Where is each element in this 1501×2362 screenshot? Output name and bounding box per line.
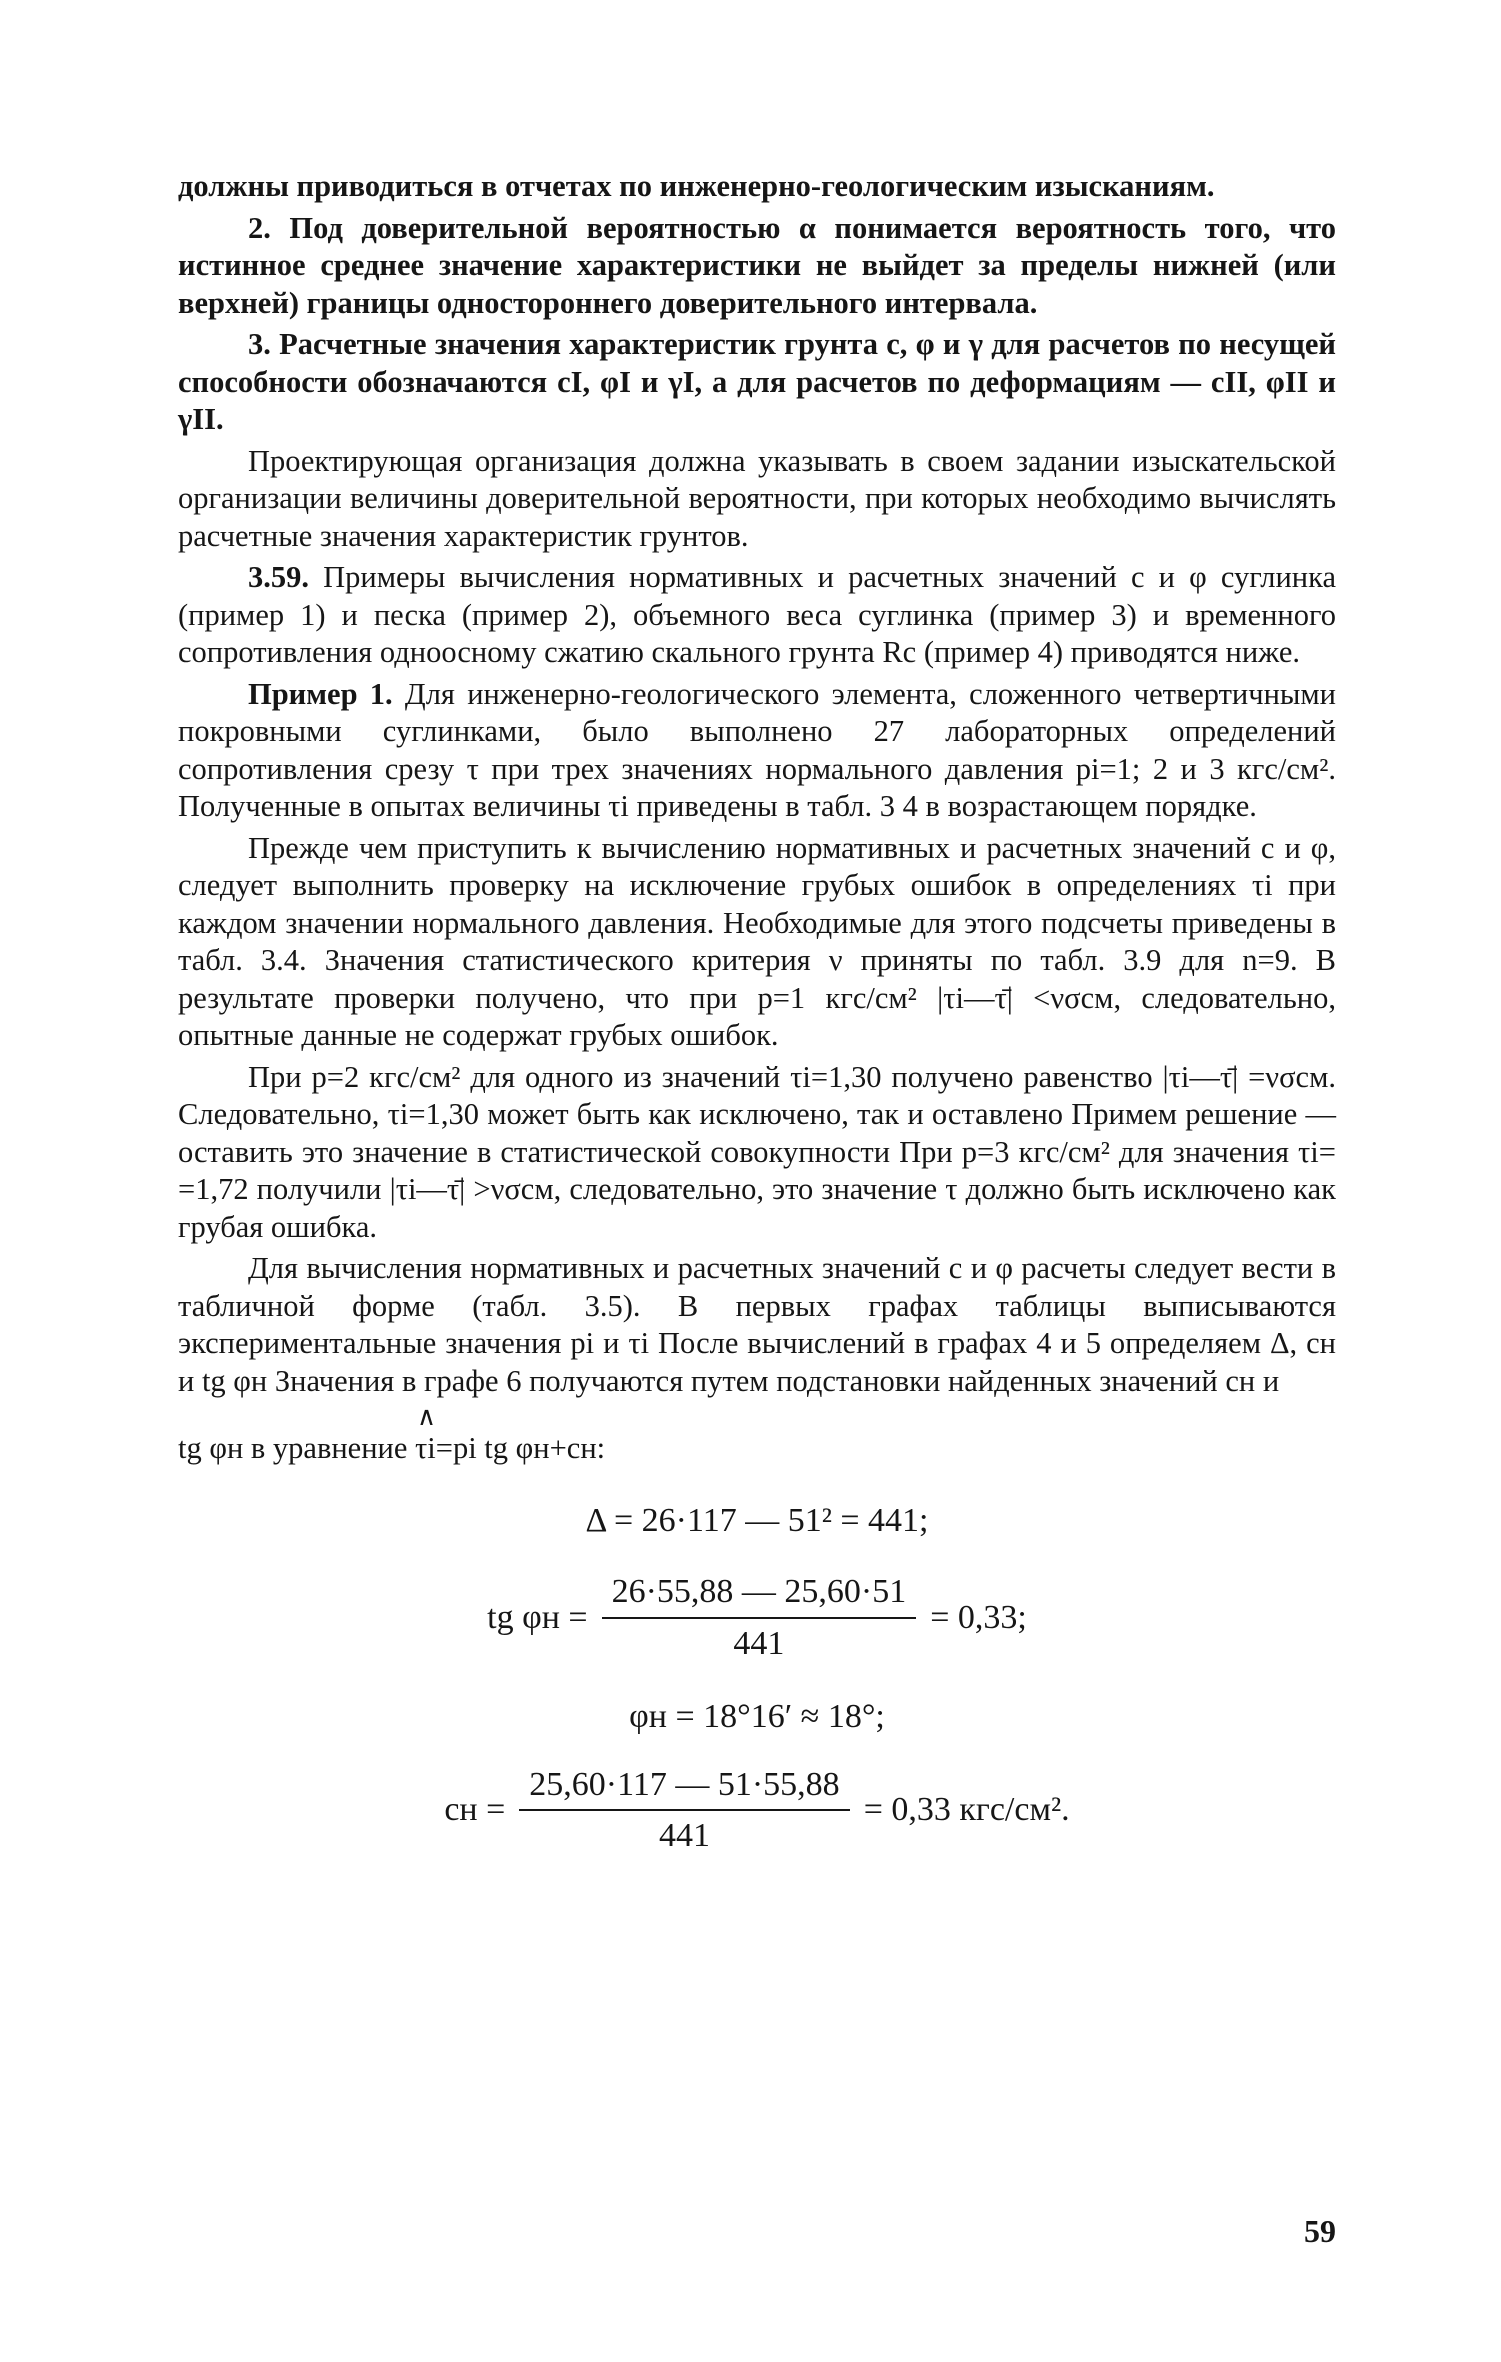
fraction-tg-denominator: 441 [733, 1624, 785, 1662]
formula-c-rhs: = 0,33 кгс/см². [863, 1791, 1070, 1829]
formula-delta [178, 1502, 1336, 1540]
paragraph-2: 3. Расчетные значения характеристик грунта c, φ и γ для расчетов по несущей способности обозначаются cI, φI и γI, а для расчетов по деформациям — cII, φII и γII. [178, 327, 1336, 436]
formula-c [178, 1766, 1336, 1855]
paragraph-7: При p=2 кгс/см² для одного из значений τi=1,30 получено равенство |τi—τ̄| =νσсм. Следовательно, τi=1,30 может быть как исключено, так и оставлено Примем решение — оставить это значение в статистической совокупности При p=3 кгс/см² для значения τi= =1,72 получили |τi—τ̄| >νσсм, следовательно, это значение τ должно быть исключено как грубая ошибка. [178, 1059, 1336, 1244]
paragraph-4-text: Примеры вычисления нормативных и расчетных значений c и φ суглинка (пример 1) и песка (пример 2), объемного веса суглинка (пример 3) и временного сопротивления одноосному сжатию скального грунта Rc (пример 4) приводятся ниже. [178, 560, 1336, 669]
paragraph-1: 2. Под доверительной вероятностью α понимается вероятность того, что истинное среднее значение характеристики не выйдет за пределы нижней (или верхней) границы одностороннего доверительного интервала. [178, 210, 1336, 320]
example-label: Пример 1. [248, 676, 393, 711]
formula-phi-text: φн = 18°16′ ≈ 18°; [629, 1698, 885, 1735]
page-number: 59 [1304, 2213, 1336, 2249]
paragraph-9-start: tg φн в уравнение [178, 1431, 408, 1465]
formula-tg-rhs: = 0,33; [930, 1598, 1027, 1636]
paragraph-5-text: Для инженерно-геологического элемента, сложенного четвертичными покровными суглинками, было выполнено 27 лабораторных определений сопротивления срезу τ при трех значениях нормального давления pi=1; 2 и 3 кгс/см². Полученные в опытах величины τi приведены в табл. 3 4 в возрастающем порядке. [178, 676, 1337, 823]
paragraph-4 [178, 559, 1336, 672]
formula-tg-lhs: tg φн = [487, 1598, 588, 1636]
paragraph-8: Для вычисления нормативных и расчетных значений c и φ расчеты следует вести в табличной форме (табл. 3.5). В первых графах таблицы выписываются экспериментальные значения pi и τi После вычислений в графах 4 и 5 определяем Δ, cн и tg φн Значения в графе 6 получаются путем подстановки найденных значений cн и [178, 1251, 1336, 1398]
equation-text: τi=pi tg φн+cн: [415, 1431, 606, 1465]
fraction-tg-numerator: 26·55,88 — 25,60·51 [602, 1573, 917, 1619]
page-content [178, 168, 1336, 1855]
section-label: 3.59. [248, 560, 309, 594]
formula-c-lhs: cн = [444, 1791, 506, 1829]
paragraph-0: должны приводиться в отчетах по инженерно-геологическим изысканиям. [178, 169, 1215, 203]
hat-accent: ∧ [417, 1402, 437, 1431]
fraction-c-numerator: 25,60·117 — 51·55,88 [519, 1766, 849, 1812]
formula-tg-phi [178, 1573, 1336, 1662]
paragraph-6: Прежде чем приступить к вычислению нормативных и расчетных значений c и φ, следует выполнить проверку на исключение грубых ошибок в определениях τi при каждом значении нормального давления. Необходимые для этого подсчеты приведены в табл. 3.4. Значения статистического критерия ν приняты по табл. 3.9 для n=9. В результате проверки получено, что при p=1 кгс/см² |τi—τ̄| <νσсм, следовательно, опытные данные не содержат грубых ошибок. [178, 830, 1336, 1052]
equation-inline [415, 1402, 606, 1468]
fraction-c [519, 1766, 849, 1855]
formula-phi [178, 1698, 1336, 1736]
paragraph-5 [178, 676, 1336, 826]
fraction-c-denominator: 441 [658, 1817, 710, 1854]
paragraph-3: Проектирующая организация должна указывать в своем задании изыскательской организации величины доверительной вероятности, при которых необходимо вычислять расчетные значения характеристик грунтов. [178, 443, 1336, 553]
paragraph-9 [178, 1402, 1336, 1468]
formula-delta-text: Δ = 26·117 — 51² = 441; [585, 1501, 929, 1539]
fraction-tg [602, 1573, 917, 1662]
